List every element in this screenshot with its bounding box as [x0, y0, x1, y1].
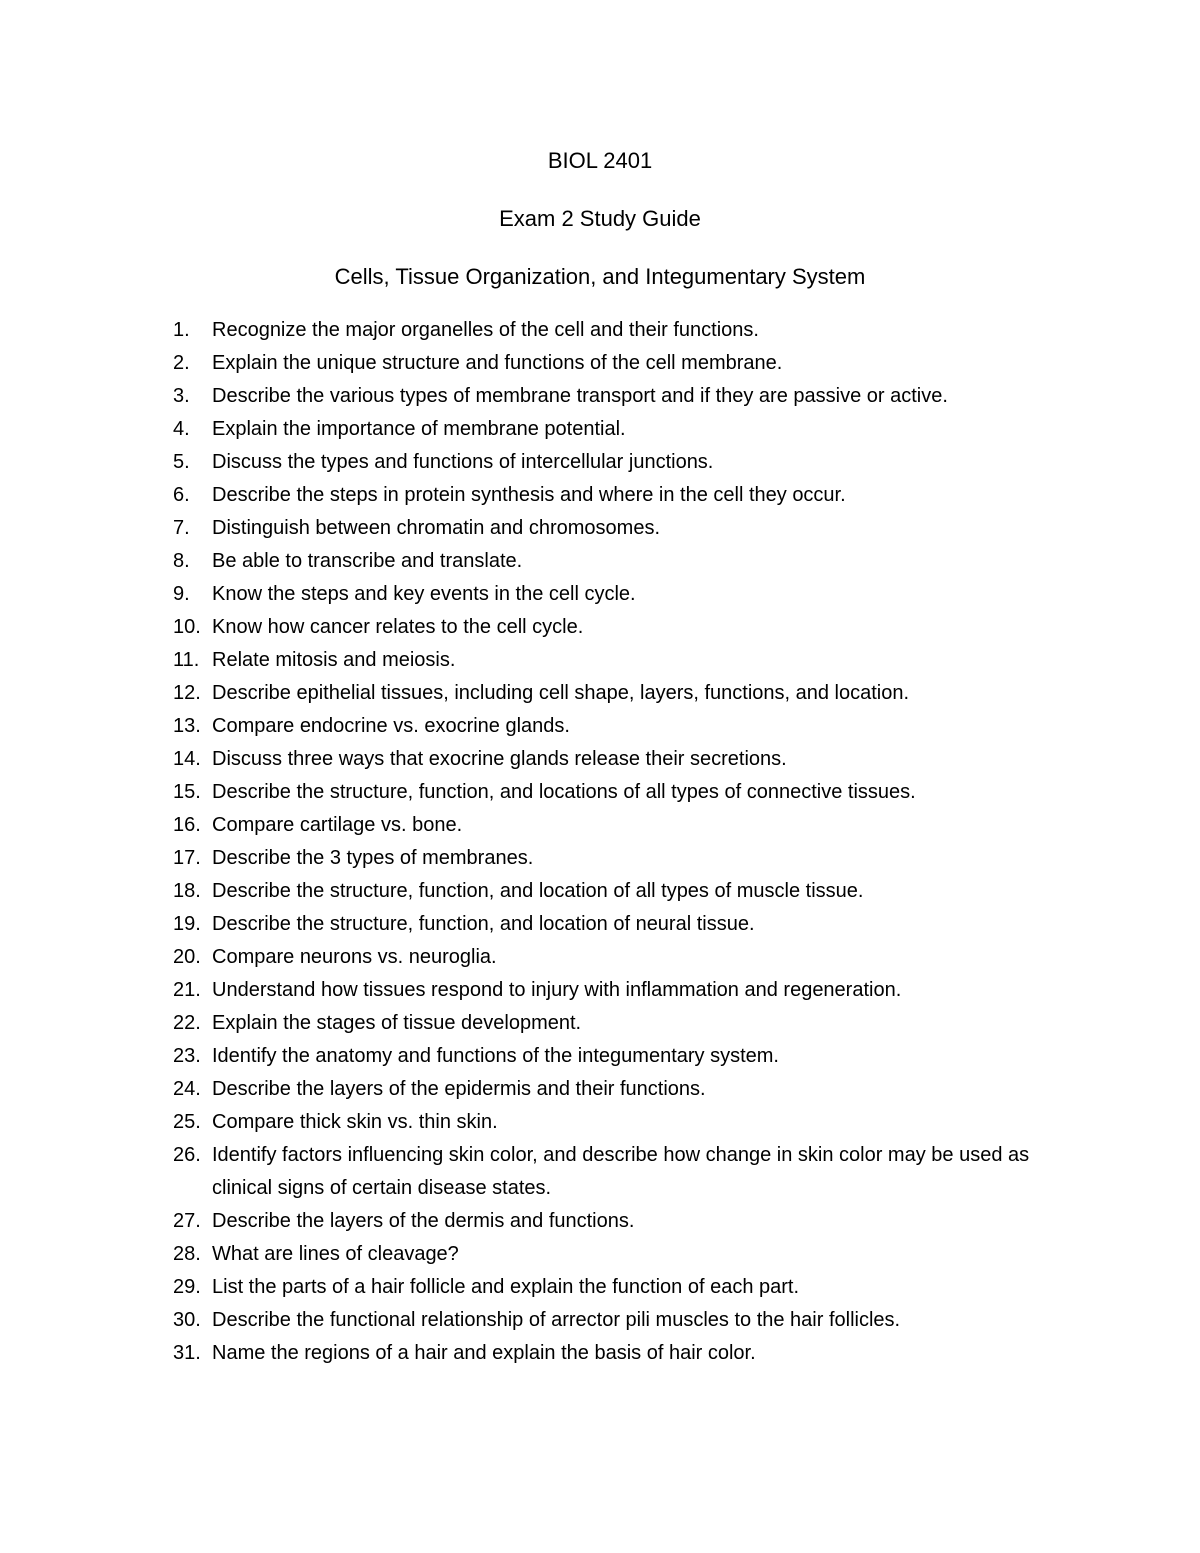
objective-item [173, 1337, 1073, 1370]
objective-item [173, 1073, 1073, 1106]
objective-text: Describe the layers of the epidermis and their functions. [212, 1078, 706, 1100]
objective-item [173, 809, 1073, 842]
objective-item [173, 545, 1073, 578]
objective-number: 24. [173, 1078, 201, 1100]
objective-item [173, 743, 1073, 776]
objective-number: 7. [173, 517, 190, 539]
objective-item [173, 446, 1073, 479]
objective-number: 10. [173, 616, 201, 638]
objective-item [173, 776, 1073, 809]
objective-number: 25. [173, 1111, 201, 1133]
objective-number: 28. [173, 1243, 201, 1265]
course-title: BIOL 2401 [547, 148, 653, 173]
objective-number: 29. [173, 1276, 201, 1298]
objective-number: 15. [173, 781, 201, 803]
objective-number: 27. [173, 1210, 201, 1232]
objective-text: List the parts of a hair follicle and explain the function of each part. [212, 1276, 800, 1298]
objective-number: 18. [173, 880, 201, 902]
objective-number: 3. [173, 385, 190, 407]
objective-item [173, 875, 1073, 908]
objective-text: Distinguish between chromatin and chromosomes. [212, 517, 660, 539]
objective-number: 12. [173, 682, 201, 704]
objectives-list [173, 314, 1073, 1370]
objective-number: 2. [173, 352, 190, 374]
objective-text: Name the regions of a hair and explain the basis of hair color. [212, 1342, 756, 1364]
objective-text: Explain the stages of tissue development. [212, 1012, 582, 1034]
objective-number: 21. [173, 979, 201, 1001]
objective-text: Discuss three ways that exocrine glands release their secretions. [212, 748, 787, 770]
objective-item [173, 974, 1073, 1007]
objective-text: Identify factors influencing skin color, and describe how change in skin color may be used as clinical signs of certain disease states. [212, 1144, 1030, 1199]
objective-number: 9. [173, 583, 190, 605]
objective-item [173, 677, 1073, 710]
objective-text: Understand how tissues respond to injury with inflammation and regeneration. [212, 979, 902, 1001]
objective-item [173, 1106, 1073, 1139]
objective-text: Compare endocrine vs. exocrine glands. [212, 715, 570, 737]
objective-number: 23. [173, 1045, 201, 1067]
objective-number: 17. [173, 847, 201, 869]
objective-number: 5. [173, 451, 190, 473]
objective-number: 19. [173, 913, 201, 935]
objective-item [173, 1238, 1073, 1271]
objective-text: Explain the unique structure and functions of the cell membrane. [212, 352, 783, 374]
objective-text: What are lines of cleavage? [212, 1243, 459, 1265]
objective-text: Recognize the major organelles of the cell and their functions. [212, 319, 759, 341]
objective-item [173, 842, 1073, 875]
objective-number: 31. [173, 1342, 201, 1364]
objective-text: Compare neurons vs. neuroglia. [212, 946, 497, 968]
objective-item [173, 413, 1073, 446]
objective-text: Discuss the types and functions of intercellular junctions. [212, 451, 714, 473]
objective-item [173, 314, 1073, 347]
objective-item [173, 908, 1073, 941]
objective-item [173, 710, 1073, 743]
objective-item [173, 1304, 1073, 1337]
objective-number: 26. [173, 1144, 201, 1166]
objective-text: Describe the 3 types of membranes. [212, 847, 534, 869]
objective-text: Describe the structure, function, and location of neural tissue. [212, 913, 755, 935]
objective-text: Know how cancer relates to the cell cycle. [212, 616, 584, 638]
objective-item [173, 941, 1073, 974]
objective-number: 4. [173, 418, 190, 440]
objective-text: Compare cartilage vs. bone. [212, 814, 463, 836]
objective-text: Compare thick skin vs. thin skin. [212, 1111, 498, 1133]
objective-item [173, 347, 1073, 380]
objective-number: 22. [173, 1012, 201, 1034]
objective-number: 1. [173, 319, 190, 341]
topic-title: Cells, Tissue Organization, and Integumentary System [334, 264, 866, 289]
objective-item [173, 380, 1073, 413]
objective-item [173, 1007, 1073, 1040]
objective-text: Know the steps and key events in the cell cycle. [212, 583, 636, 605]
objective-number: 13. [173, 715, 201, 737]
objective-number: 16. [173, 814, 201, 836]
objective-text: Be able to transcribe and translate. [212, 550, 523, 572]
objective-text: Describe the structure, function, and location of all types of muscle tissue. [212, 880, 864, 902]
objective-text: Describe the functional relationship of arrector pili muscles to the hair follicles. [212, 1309, 901, 1331]
objective-item [173, 1040, 1073, 1073]
objective-item [173, 578, 1073, 611]
exam-title: Exam 2 Study Guide [499, 206, 701, 231]
objective-item [173, 512, 1073, 545]
objective-number: 11. [173, 649, 200, 671]
objective-text: Identify the anatomy and functions of the integumentary system. [212, 1045, 779, 1067]
objective-text: Describe the steps in protein synthesis and where in the cell they occur. [212, 484, 846, 506]
objective-number: 6. [173, 484, 190, 506]
objective-text: Describe the layers of the dermis and functions. [212, 1210, 635, 1232]
objective-item [173, 1205, 1073, 1238]
objective-text: Relate mitosis and meiosis. [212, 649, 456, 671]
objective-item [173, 1271, 1073, 1304]
objective-item [173, 479, 1073, 512]
objective-text: Describe epithelial tissues, including cell shape, layers, functions, and location. [212, 682, 910, 704]
objective-number: 14. [173, 748, 201, 770]
objective-number: 30. [173, 1309, 201, 1331]
objective-number: 8. [173, 550, 190, 572]
objective-item [173, 1139, 1073, 1205]
objective-item [173, 644, 1073, 677]
objective-text: Explain the importance of membrane potential. [212, 418, 626, 440]
objective-item [173, 611, 1073, 644]
objective-text: Describe the various types of membrane transport and if they are passive or active. [212, 385, 948, 407]
objective-text: Describe the structure, function, and locations of all types of connective tissues. [212, 781, 916, 803]
objective-number: 20. [173, 946, 201, 968]
